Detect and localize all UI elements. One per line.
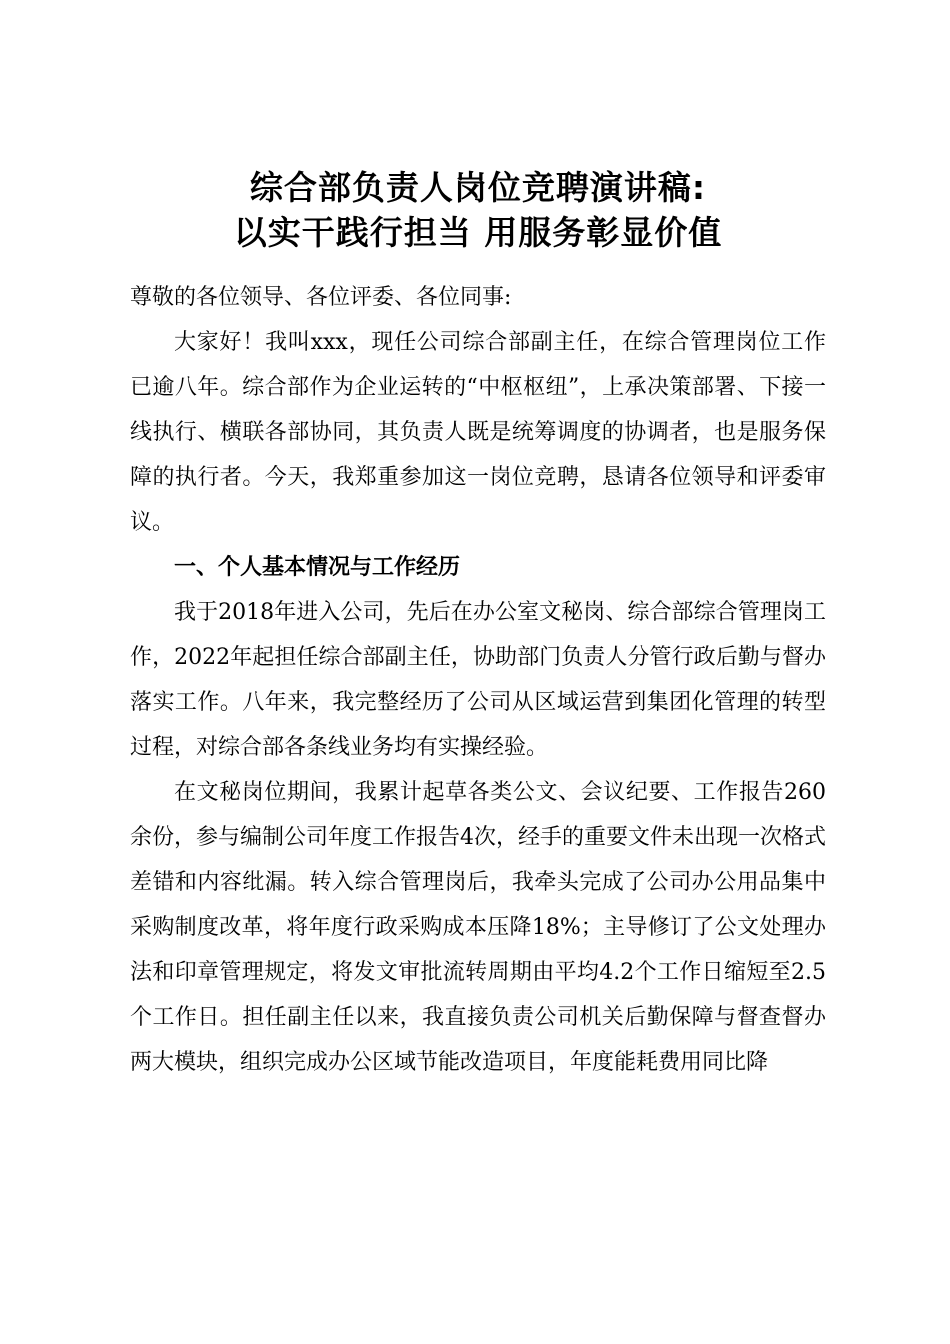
title-line-1: 综合部负责人岗位竞聘演讲稿: bbox=[249, 168, 707, 207]
document-title bbox=[130, 165, 826, 255]
experience-paragraph: 我于2018年进入公司，先后在办公室文秘岗、综合部综合管理岗工作，2022年起担任综合部副主任，协助部门负责人分管行政后勤与督办落实工作。八年来，我完整经历了公司从区域运营到集团化管理的转型过程，对综合部各条线业务均有实操经验。 bbox=[130, 600, 826, 760]
achievements-paragraph: 在文秘岗位期间，我累计起草各类公文、会议纪要、工作报告260余份，参与编制公司年度工作报告4次，经手的重要文件未出现一次格式差错和内容纰漏。转入综合管理岗后，我牵头完成了公司办公用品集中采购制度改革，将年度行政采购成本压降18%；主导修订了公文处理办法和印章管理规定，将发文审批流转周期由平均4.2个工作日缩短至2.5个工作日。担任副主任以来，我直接负责公司机关后勤保障与督查督办两大模块，组织完成办公区域节能改造项目，年度能耗费用同比降 bbox=[130, 780, 826, 1075]
document-page bbox=[130, 165, 826, 1085]
salutation: 尊敬的各位领导、各位评委、各位同事: bbox=[130, 285, 512, 310]
document-body bbox=[130, 275, 826, 1085]
title-line-2: 以实干践行担当 用服务彰显价值 bbox=[233, 213, 723, 252]
opening-paragraph: 大家好！我叫xxx，现任公司综合部副主任，在综合管理岗位工作已逾八年。综合部作为企业运转的“中枢枢纽”，上承决策部署、下接一线执行、横联各部协同，其负责人既是统筹调度的协调者，也是服务保障的执行者。今天，我郑重参加这一岗位竞聘，恳请各位领导和评委审议。 bbox=[130, 330, 826, 535]
section-heading-1: 一、个人基本情况与工作经历 bbox=[174, 555, 461, 580]
